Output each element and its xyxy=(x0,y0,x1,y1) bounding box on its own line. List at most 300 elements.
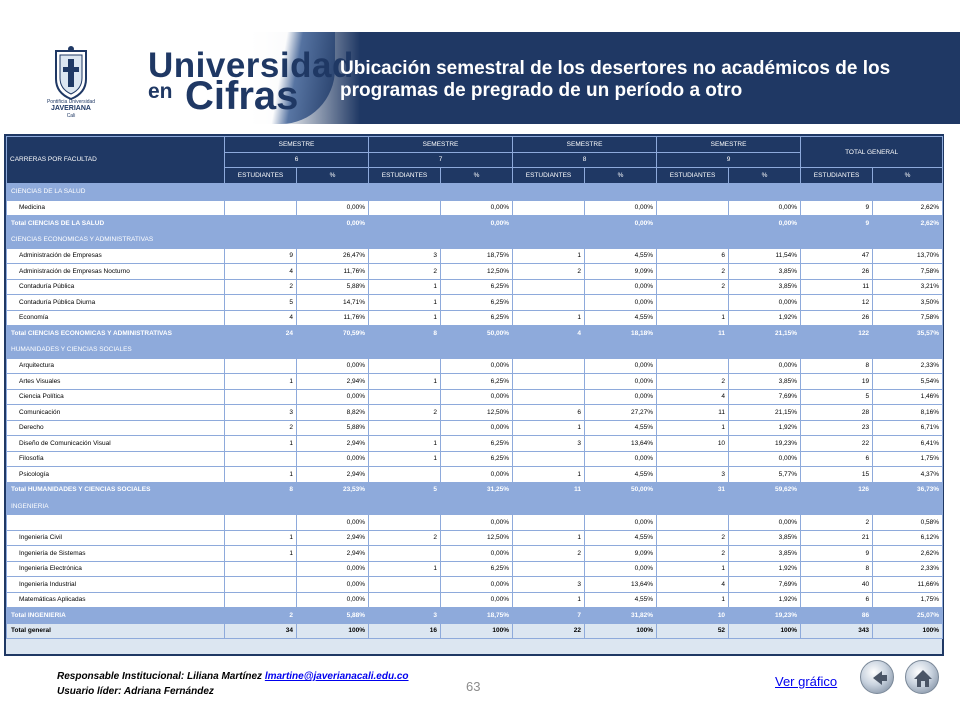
percent-cell: 100% xyxy=(873,623,943,639)
students-cell xyxy=(513,200,585,216)
faculty-name: HUMANIDADES Y CIENCIAS SOCIALES xyxy=(7,341,943,358)
students-cell: 1 xyxy=(225,374,297,390)
students-cell: 2 xyxy=(225,279,297,295)
table-row xyxy=(7,374,943,390)
percent-cell: 35,57% xyxy=(873,326,943,342)
students-cell: 47 xyxy=(801,248,873,264)
percent-cell: 3,21% xyxy=(873,279,943,295)
students-cell: 24 xyxy=(225,326,297,342)
students-header: ESTUDIANTES xyxy=(513,168,585,184)
percent-cell: 0,00% xyxy=(441,592,513,608)
page-number: 63 xyxy=(466,679,481,694)
percent-cell: 18,75% xyxy=(441,608,513,624)
dropout-table xyxy=(6,136,943,639)
students-cell: 1 xyxy=(513,248,585,264)
percent-cell: 1,92% xyxy=(729,561,801,577)
students-cell: 1 xyxy=(369,310,441,326)
percent-cell: 0,00% xyxy=(297,389,369,405)
percent-cell: 1,75% xyxy=(873,451,943,467)
students-cell: 6 xyxy=(801,451,873,467)
percent-cell: 6,25% xyxy=(441,310,513,326)
percent-cell: 11,66% xyxy=(873,577,943,593)
subtotal-row xyxy=(7,608,943,624)
percent-cell: 7,58% xyxy=(873,310,943,326)
table-row xyxy=(7,310,943,326)
percent-cell: 5,88% xyxy=(297,420,369,436)
students-cell: 6 xyxy=(657,248,729,264)
percent-cell: 0,00% xyxy=(441,467,513,483)
back-arrow-icon xyxy=(861,661,895,695)
percent-cell: 0,00% xyxy=(441,200,513,216)
students-cell: 9 xyxy=(801,216,873,232)
percent-cell: 21,15% xyxy=(729,326,801,342)
table-row xyxy=(7,467,943,483)
percent-cell: 12,50% xyxy=(441,405,513,421)
students-cell: 1 xyxy=(225,436,297,452)
percent-cell: 4,55% xyxy=(585,592,657,608)
table-row xyxy=(7,561,943,577)
row-label: Comunicación xyxy=(7,405,225,421)
dropout-table-container xyxy=(4,134,944,656)
faculty-name: CIENCIAS DE LA SALUD xyxy=(7,183,943,200)
students-cell: 1 xyxy=(657,561,729,577)
students-cell: 34 xyxy=(225,623,297,639)
percent-cell: 0,00% xyxy=(585,295,657,311)
percent-header: % xyxy=(873,168,943,184)
students-cell: 2 xyxy=(369,264,441,280)
table-row xyxy=(7,389,943,405)
table-row xyxy=(7,592,943,608)
percent-cell: 11,54% xyxy=(729,248,801,264)
students-cell: 22 xyxy=(513,623,585,639)
students-cell: 1 xyxy=(225,530,297,546)
students-cell xyxy=(369,467,441,483)
percent-cell: 13,64% xyxy=(585,577,657,593)
students-cell xyxy=(369,200,441,216)
students-header: ESTUDIANTES xyxy=(801,168,873,184)
percent-cell: 25,07% xyxy=(873,608,943,624)
row-label: Contaduría Pública xyxy=(7,279,225,295)
percent-cell: 0,00% xyxy=(729,451,801,467)
percent-cell: 9,09% xyxy=(585,264,657,280)
subtotal-row xyxy=(7,216,943,232)
students-cell xyxy=(657,295,729,311)
row-label: Ciencia Política xyxy=(7,389,225,405)
row-label: Economía xyxy=(7,310,225,326)
table-row xyxy=(7,295,943,311)
students-cell: 2 xyxy=(801,515,873,531)
percent-header: % xyxy=(297,168,369,184)
percent-cell: 100% xyxy=(297,623,369,639)
students-cell xyxy=(225,515,297,531)
percent-cell: 0,00% xyxy=(585,200,657,216)
students-cell: 19 xyxy=(801,374,873,390)
students-cell: 1 xyxy=(369,279,441,295)
students-header: ESTUDIANTES xyxy=(657,168,729,184)
percent-cell: 23,53% xyxy=(297,482,369,498)
students-cell: 86 xyxy=(801,608,873,624)
row-label: Filosofía xyxy=(7,451,225,467)
percent-cell: 50,00% xyxy=(585,482,657,498)
row-label: Diseño de Comunicación Visual xyxy=(7,436,225,452)
students-cell: 1 xyxy=(513,530,585,546)
students-cell: 1 xyxy=(369,561,441,577)
percent-cell: 0,00% xyxy=(441,358,513,374)
percent-cell: 6,25% xyxy=(441,561,513,577)
students-cell: 8 xyxy=(369,326,441,342)
percent-cell: 2,62% xyxy=(873,200,943,216)
students-cell: 1 xyxy=(225,467,297,483)
students-cell: 1 xyxy=(369,295,441,311)
percent-cell: 6,25% xyxy=(441,279,513,295)
percent-cell: 5,88% xyxy=(297,279,369,295)
percent-cell: 0,00% xyxy=(441,420,513,436)
percent-cell: 1,92% xyxy=(729,420,801,436)
faculty-row xyxy=(7,498,943,515)
percent-cell: 36,73% xyxy=(873,482,943,498)
row-label: Ingeniería Electrónica xyxy=(7,561,225,577)
percent-cell: 4,55% xyxy=(585,310,657,326)
percent-cell: 2,33% xyxy=(873,561,943,577)
row-label: Total HUMANIDADES Y CIENCIAS SOCIALES xyxy=(7,482,225,498)
percent-cell: 3,50% xyxy=(873,295,943,311)
row-label: Matemáticas Aplicadas xyxy=(7,592,225,608)
percent-cell: 5,54% xyxy=(873,374,943,390)
students-cell xyxy=(513,451,585,467)
students-cell: 3 xyxy=(369,248,441,264)
students-cell: 2 xyxy=(657,546,729,562)
percent-cell: 3,85% xyxy=(729,264,801,280)
percent-cell: 100% xyxy=(729,623,801,639)
percent-cell: 13,64% xyxy=(585,436,657,452)
students-cell xyxy=(369,420,441,436)
students-cell: 31 xyxy=(657,482,729,498)
table-row xyxy=(7,436,943,452)
percent-cell: 2,94% xyxy=(297,374,369,390)
students-cell: 4 xyxy=(513,326,585,342)
students-cell: 6 xyxy=(801,592,873,608)
table-row xyxy=(7,405,943,421)
semester-header: SEMESTRE xyxy=(369,137,513,153)
percent-cell: 50,00% xyxy=(441,326,513,342)
percent-cell: 18,18% xyxy=(585,326,657,342)
percent-cell: 11,76% xyxy=(297,310,369,326)
percent-cell: 0,00% xyxy=(297,451,369,467)
students-cell xyxy=(369,592,441,608)
students-cell xyxy=(513,515,585,531)
students-cell: 126 xyxy=(801,482,873,498)
semester-number: 7 xyxy=(369,152,513,168)
percent-cell: 0,00% xyxy=(585,515,657,531)
view-chart-link[interactable]: Ver gráfico xyxy=(775,674,838,689)
percent-cell: 0,00% xyxy=(585,216,657,232)
percent-cell: 0,00% xyxy=(297,216,369,232)
percent-cell: 0,00% xyxy=(585,451,657,467)
students-cell: 1 xyxy=(225,546,297,562)
subtotal-row xyxy=(7,326,943,342)
subtotal-row xyxy=(7,482,943,498)
percent-cell: 0,00% xyxy=(441,546,513,562)
percent-cell: 6,25% xyxy=(441,451,513,467)
semester-number: 9 xyxy=(657,152,801,168)
row-label: Ingeniería Industrial xyxy=(7,577,225,593)
percent-cell: 0,00% xyxy=(441,515,513,531)
students-cell: 8 xyxy=(225,482,297,498)
table-body xyxy=(7,183,943,639)
percent-cell: 4,55% xyxy=(585,530,657,546)
row-label: Administración de Empresas Nocturno xyxy=(7,264,225,280)
faculty-row xyxy=(7,183,943,200)
students-cell xyxy=(513,561,585,577)
back-button[interactable] xyxy=(860,660,894,694)
table-row xyxy=(7,451,943,467)
students-cell: 1 xyxy=(657,310,729,326)
percent-cell: 12,50% xyxy=(441,530,513,546)
students-cell xyxy=(369,515,441,531)
students-cell: 3 xyxy=(657,467,729,483)
students-cell xyxy=(225,592,297,608)
percent-cell: 0,00% xyxy=(297,592,369,608)
table-row xyxy=(7,200,943,216)
percent-cell: 70,59% xyxy=(297,326,369,342)
percent-cell: 18,75% xyxy=(441,248,513,264)
students-cell xyxy=(369,546,441,562)
percent-cell: 0,00% xyxy=(441,216,513,232)
percent-cell: 4,37% xyxy=(873,467,943,483)
percent-cell: 5,77% xyxy=(729,467,801,483)
students-cell: 10 xyxy=(657,608,729,624)
students-cell: 3 xyxy=(513,436,585,452)
percent-cell: 6,25% xyxy=(441,374,513,390)
percent-cell: 1,92% xyxy=(729,592,801,608)
students-cell: 2 xyxy=(513,546,585,562)
percent-cell: 2,62% xyxy=(873,546,943,562)
table-row xyxy=(7,279,943,295)
percent-cell: 21,15% xyxy=(729,405,801,421)
students-cell: 5 xyxy=(801,389,873,405)
students-cell: 16 xyxy=(369,623,441,639)
row-label: Ingeniería de Sistemas xyxy=(7,546,225,562)
students-cell: 2 xyxy=(657,530,729,546)
students-cell xyxy=(657,200,729,216)
students-cell xyxy=(657,358,729,374)
students-cell: 6 xyxy=(513,405,585,421)
students-cell: 21 xyxy=(801,530,873,546)
percent-cell: 6,41% xyxy=(873,436,943,452)
semester-header: SEMESTRE xyxy=(513,137,657,153)
percent-cell: 4,55% xyxy=(585,467,657,483)
row-label: Ingeniería Civil xyxy=(7,530,225,546)
students-cell: 1 xyxy=(513,420,585,436)
students-cell xyxy=(513,374,585,390)
students-cell xyxy=(225,577,297,593)
percent-cell: 6,25% xyxy=(441,436,513,452)
percent-cell: 6,25% xyxy=(441,295,513,311)
students-cell: 2 xyxy=(369,530,441,546)
percent-cell: 7,58% xyxy=(873,264,943,280)
percent-cell: 0,00% xyxy=(729,515,801,531)
percent-cell: 11,76% xyxy=(297,264,369,280)
brand-cifras: Cifras xyxy=(185,74,299,118)
semester-header: SEMESTRE xyxy=(657,137,801,153)
students-cell xyxy=(369,389,441,405)
students-cell: 8 xyxy=(801,561,873,577)
percent-cell: 31,82% xyxy=(585,608,657,624)
students-cell xyxy=(225,358,297,374)
students-cell: 2 xyxy=(225,608,297,624)
students-cell xyxy=(225,561,297,577)
percent-cell: 2,33% xyxy=(873,358,943,374)
semester-header: SEMESTRE xyxy=(225,137,369,153)
percent-cell: 0,00% xyxy=(297,358,369,374)
row-label: Medicina xyxy=(7,200,225,216)
percent-header: % xyxy=(585,168,657,184)
students-cell: 3 xyxy=(369,608,441,624)
students-cell: 5 xyxy=(369,482,441,498)
row-label: Derecho xyxy=(7,420,225,436)
responsible-line xyxy=(57,671,409,682)
table-row xyxy=(7,248,943,264)
students-cell xyxy=(657,515,729,531)
students-cell xyxy=(513,358,585,374)
students-cell: 11 xyxy=(513,482,585,498)
percent-cell: 4,55% xyxy=(585,248,657,264)
percent-cell: 26,47% xyxy=(297,248,369,264)
students-cell: 9 xyxy=(801,546,873,562)
row-label: Arquitectura xyxy=(7,358,225,374)
students-cell: 23 xyxy=(801,420,873,436)
brand-en: en xyxy=(148,80,173,103)
percent-cell: 5,88% xyxy=(297,608,369,624)
percent-cell: 8,82% xyxy=(297,405,369,421)
students-cell: 7 xyxy=(513,608,585,624)
percent-cell: 0,58% xyxy=(873,515,943,531)
logo-text-1: Pontificia Universidad xyxy=(46,99,96,105)
students-cell: 52 xyxy=(657,623,729,639)
percent-cell: 0,00% xyxy=(297,200,369,216)
students-cell: 11 xyxy=(801,279,873,295)
students-cell: 1 xyxy=(369,436,441,452)
percent-cell: 1,75% xyxy=(873,592,943,608)
percent-cell: 3,85% xyxy=(729,374,801,390)
students-cell xyxy=(225,389,297,405)
students-cell xyxy=(657,216,729,232)
students-cell xyxy=(225,451,297,467)
percent-cell: 0,00% xyxy=(441,577,513,593)
percent-cell: 27,27% xyxy=(585,405,657,421)
percent-cell: 0,00% xyxy=(585,358,657,374)
percent-cell: 0,00% xyxy=(729,200,801,216)
percent-cell: 0,00% xyxy=(297,561,369,577)
percent-cell: 2,94% xyxy=(297,467,369,483)
semester-number: 6 xyxy=(225,152,369,168)
home-icon xyxy=(906,661,940,695)
percent-cell: 4,55% xyxy=(585,420,657,436)
students-cell xyxy=(513,216,585,232)
semester-number: 8 xyxy=(513,152,657,168)
faculty-name: INGENIERIA xyxy=(7,498,943,515)
university-logo xyxy=(36,45,106,119)
percent-cell: 0,00% xyxy=(729,358,801,374)
students-cell xyxy=(225,216,297,232)
students-cell: 1 xyxy=(369,451,441,467)
total-row xyxy=(7,623,943,639)
percent-cell: 7,69% xyxy=(729,577,801,593)
students-cell: 2 xyxy=(657,264,729,280)
table-row xyxy=(7,515,943,531)
logo-text-2: JAVERIANA xyxy=(51,105,91,112)
students-cell: 26 xyxy=(801,264,873,280)
percent-cell: 100% xyxy=(585,623,657,639)
students-cell xyxy=(369,358,441,374)
students-cell: 4 xyxy=(225,264,297,280)
faculty-row xyxy=(7,231,943,248)
percent-cell: 2,62% xyxy=(873,216,943,232)
percent-cell: 1,46% xyxy=(873,389,943,405)
students-cell xyxy=(513,295,585,311)
percent-cell: 6,12% xyxy=(873,530,943,546)
percent-header: % xyxy=(729,168,801,184)
percent-cell: 6,71% xyxy=(873,420,943,436)
table-row xyxy=(7,577,943,593)
students-cell: 3 xyxy=(225,405,297,421)
row-label: Total CIENCIAS ECONOMICAS Y ADMINISTRATIVAS xyxy=(7,326,225,342)
students-cell: 343 xyxy=(801,623,873,639)
corner-header: CARRERAS POR FACULTAD xyxy=(7,137,225,184)
logo-text-3: Cali xyxy=(66,113,76,119)
students-cell: 2 xyxy=(657,279,729,295)
row-label: Total INGENIERIA xyxy=(7,608,225,624)
row-label: Total general xyxy=(7,623,225,639)
table-row xyxy=(7,530,943,546)
students-cell: 11 xyxy=(657,326,729,342)
percent-cell: 0,00% xyxy=(297,577,369,593)
students-cell: 5 xyxy=(225,295,297,311)
percent-cell: 14,71% xyxy=(297,295,369,311)
students-cell: 26 xyxy=(801,310,873,326)
students-cell: 11 xyxy=(657,405,729,421)
responsible-email-link[interactable]: lmartine@javerianacali.edu.co xyxy=(264,671,409,682)
students-cell: 2 xyxy=(657,374,729,390)
percent-cell: 0,00% xyxy=(297,515,369,531)
students-cell xyxy=(657,451,729,467)
percent-cell: 59,62% xyxy=(729,482,801,498)
percent-cell: 0,00% xyxy=(729,216,801,232)
percent-cell: 0,00% xyxy=(441,389,513,405)
students-cell: 1 xyxy=(513,592,585,608)
students-cell: 1 xyxy=(513,467,585,483)
students-cell: 28 xyxy=(801,405,873,421)
percent-cell: 19,23% xyxy=(729,436,801,452)
students-cell: 9 xyxy=(801,200,873,216)
row-label xyxy=(7,515,225,531)
home-button[interactable] xyxy=(905,660,939,694)
row-label: Psicología xyxy=(7,467,225,483)
students-cell: 22 xyxy=(801,436,873,452)
percent-cell: 31,25% xyxy=(441,482,513,498)
percent-cell: 9,09% xyxy=(585,546,657,562)
row-label: Artes Visuales xyxy=(7,374,225,390)
percent-cell: 3,85% xyxy=(729,530,801,546)
students-cell xyxy=(369,577,441,593)
percent-cell: 12,50% xyxy=(441,264,513,280)
students-cell: 4 xyxy=(657,389,729,405)
percent-cell: 13,70% xyxy=(873,248,943,264)
percent-cell: 8,16% xyxy=(873,405,943,421)
percent-cell: 100% xyxy=(441,623,513,639)
row-label: Administración de Empresas xyxy=(7,248,225,264)
percent-cell: 3,85% xyxy=(729,279,801,295)
